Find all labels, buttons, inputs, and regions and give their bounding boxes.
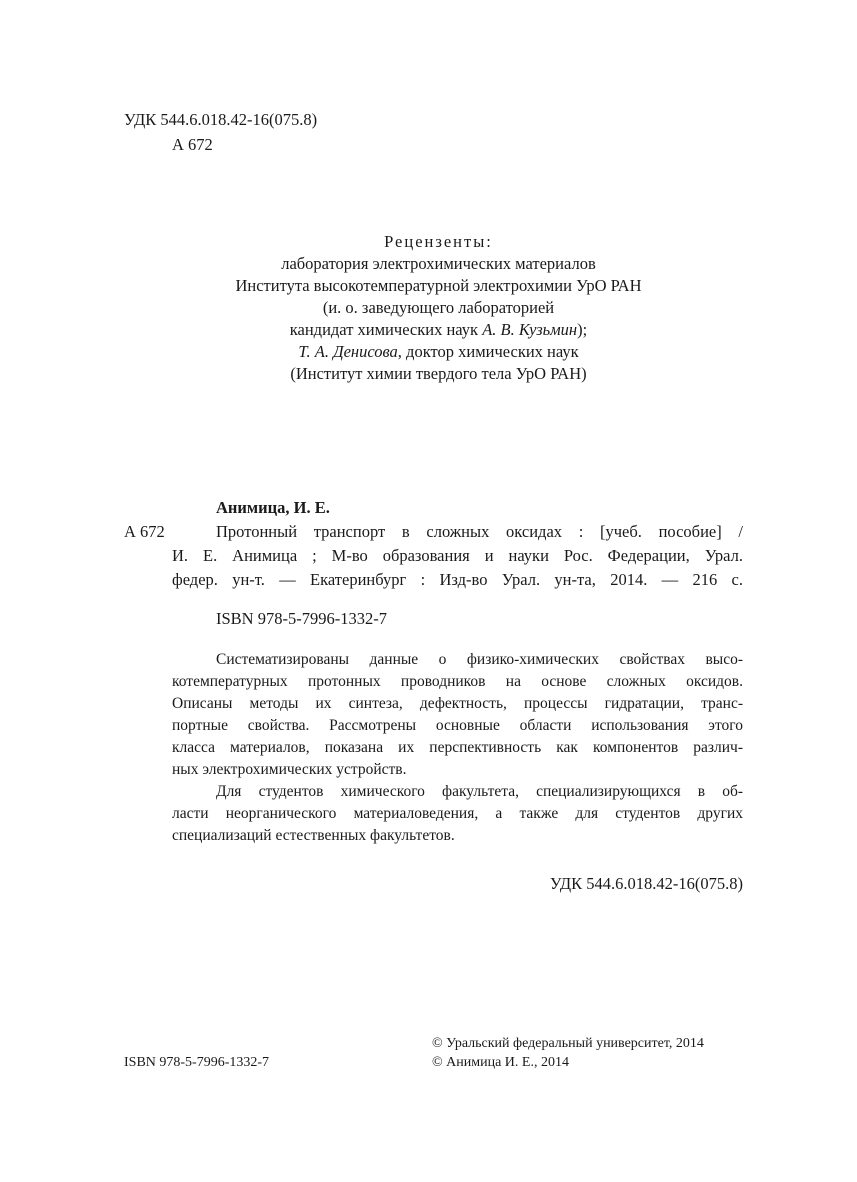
reviewer-name-denisova: Т. А. Денисова (298, 342, 398, 361)
abstract-p1-line-6: ных электрохимических устройств. (172, 761, 407, 778)
reviewer-name-kuzmin: А. В. Кузьмин (482, 320, 578, 339)
abstract-p1-line-2: котемпературных протонных проводников на основе сложных оксидов. (172, 673, 743, 690)
biblio-author: Анимица, И. Е. (216, 498, 330, 517)
abstract-p1-line-5: класса материалов, показана их перспективность как компонентов различ- (172, 739, 743, 756)
biblio-text-1: Протонный транспорт в сложных оксидах : [учеб. пособие] / (216, 522, 743, 541)
reviewers-line-4-post: ); (577, 320, 588, 339)
reviewers-line-2: Института высокотемпературной электрохимии УрО РАН (235, 276, 642, 295)
abstract-p2-line-3: специализаций естественных факультетов. (172, 827, 455, 844)
reviewers-line-6: (Институт химии твердого тела УрО РАН) (290, 364, 587, 383)
copyright-university: © Уральский федеральный университет, 2014 (432, 1036, 704, 1051)
abstract-p1-line-1: Систематизированы данные о физико-химических свойствах высо- (216, 651, 743, 668)
reviewers-line-4 (100, 319, 777, 341)
reviewers-heading: Рецензенты: (384, 232, 493, 251)
biblio-text-2: И. Е. Анимица ; М-во образования и науки Рос. Федерации, Урал. (172, 546, 743, 565)
biblio-code: А 672 (124, 522, 165, 541)
reviewers-line-5-post: , доктор химических наук (397, 342, 579, 361)
biblio-lines (172, 545, 743, 591)
abstract-p1-line-3: Описаны методы их синтеза, дефектность, процессы гидратации, транс- (172, 695, 743, 712)
abstract-p2-line-1: Для студентов химического факультета, специализирующихся в об- (216, 783, 743, 800)
reviewers-block (100, 231, 777, 385)
reviewers-line-5 (100, 341, 777, 363)
abstract (172, 649, 743, 847)
reviewers-line-3: (и. о. заведующего лабораторией (322, 298, 555, 317)
author-code-top: А 672 (172, 135, 213, 154)
abstract-p1-line-4: портные свойства. Рассмотрены основные области использования этого (172, 717, 743, 734)
reviewers-line-1: лаборатория электрохимических материалов (281, 254, 596, 273)
biblio-isbn: ISBN 978-5-7996-1332-7 (216, 609, 387, 628)
reviewers-line-4-pre: кандидат химических наук (289, 320, 483, 339)
biblio-text-3: федер. ун-т. — Екатеринбург : Изд-во Урал. ун-та, 2014. — 216 с. (172, 570, 743, 589)
udk-bottom: УДК 544.6.018.42-16(075.8) (549, 874, 743, 893)
biblio-line-1 (216, 521, 743, 543)
udk-top: УДК 544.6.018.42-16(075.8) (124, 110, 318, 129)
footer-isbn: ISBN 978-5-7996-1332-7 (124, 1055, 270, 1070)
abstract-p2-line-2: ласти неорганического материаловедения, а также для студентов других (172, 805, 743, 822)
copyright-author: © Анимица И. Е., 2014 (432, 1055, 569, 1070)
